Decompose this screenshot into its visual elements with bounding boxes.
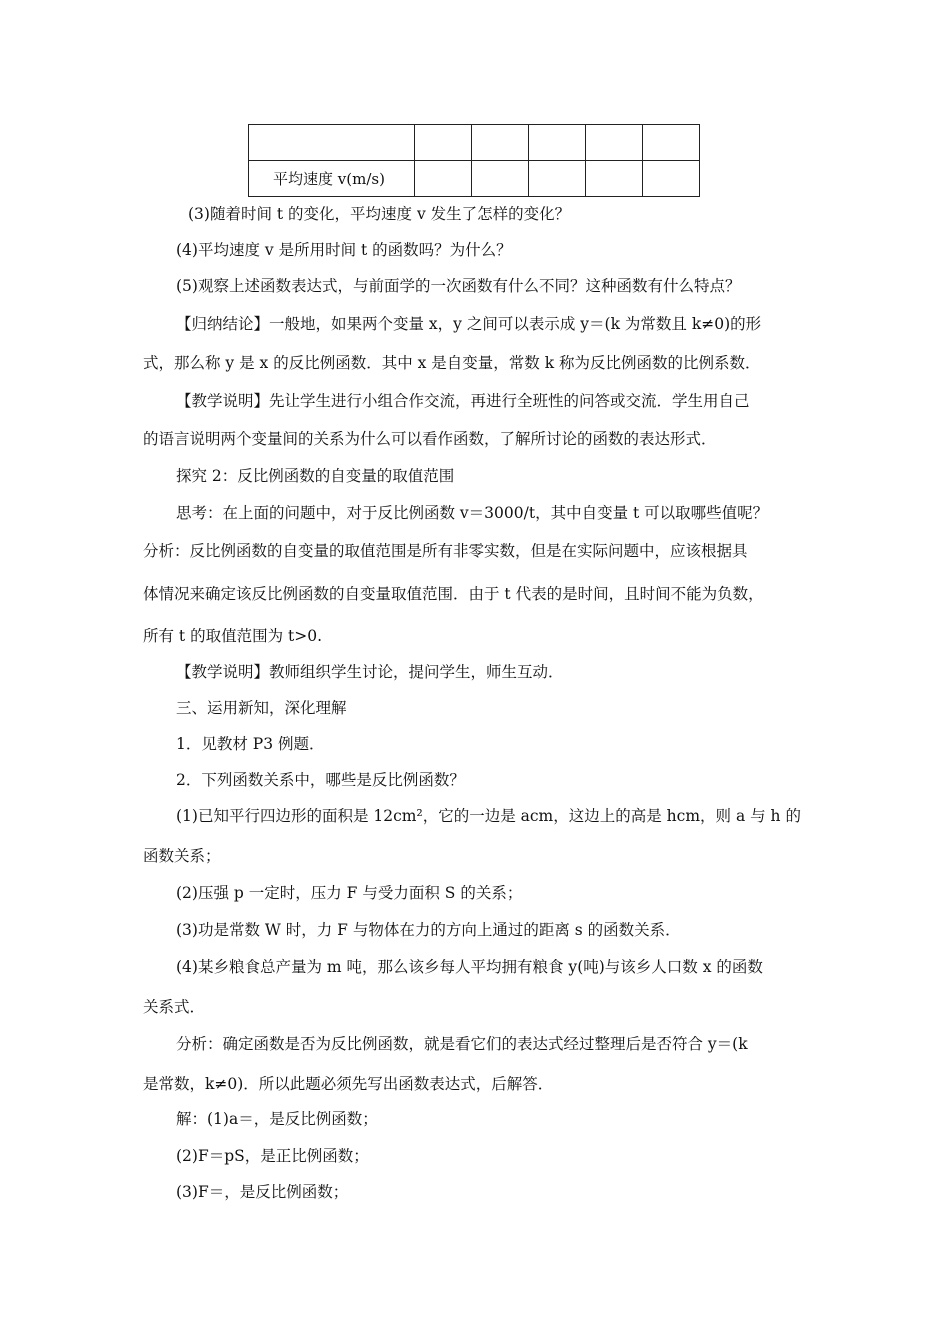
speed-table: [248, 124, 700, 197]
text-line: (3)随着时间 t 的变化，平均速度 v 发生了怎样的变化？: [188, 205, 571, 223]
text-line: 的语言说明两个变量间的关系为什么可以看作函数，了解所讨论的函数的表达形式．: [143, 430, 717, 448]
text-line: (3)F＝，是反比例函数；: [176, 1183, 349, 1201]
text-line: (4)某乡粮食总产量为 m 吨，那么该乡每人平均拥有粮食 y(吨)与该乡人口数 x 的函数: [176, 958, 763, 976]
text-line: 【教学说明】教师组织学生讨论，提问学生，师生互动．: [176, 663, 564, 681]
text-line: 是常数，k≠0)．所以此题必须先写出函数表达式，后解答．: [143, 1075, 554, 1093]
text-line: (5)观察上述函数表达式，与前面学的一次函数有什么不同？这种函数有什么特点？: [176, 277, 741, 295]
text-line: 体情况来确定该反比例函数的自变量取值范围．由于 t 代表的是时间，且时间不能为负数，: [143, 585, 764, 603]
text-line: (1)已知平行四边形的面积是 12cm²，它的一边是 acm，这边上的高是 hcm，则 a 与 h 的: [176, 807, 801, 825]
text-line: 【教学说明】先让学生进行小组合作交流，再进行全班性的问答或交流．学生用自己: [176, 392, 750, 410]
table-row: [249, 125, 700, 161]
text-line: (3)功是常数 W 时，力 F 与物体在力的方向上通过的距离 s 的函数关系．: [176, 921, 681, 939]
table-row-label: 平均速度 v(m/s): [249, 161, 415, 197]
text-line: 分析：反比例函数的自变量的取值范围是所有非零实数，但是在实际问题中，应该根据具: [143, 542, 748, 560]
text-line: 式，那么称 y 是 x 的反比例函数．其中 x 是自变量，常数 k 称为反比例函数的比例系数．: [143, 354, 761, 372]
text-line: 思考：在上面的问题中，对于反比例函数 v＝3000/t，其中自变量 t 可以取哪些值呢？: [176, 504, 769, 522]
table-row: [249, 161, 700, 197]
text-line: 关系式．: [143, 998, 206, 1016]
text-line: 【归纳结论】一般地，如果两个变量 x，y 之间可以表示成 y＝(k 为常数且 k≠0)的形: [176, 315, 762, 333]
table-cell: [586, 161, 643, 197]
section-heading: 三、运用新知，深化理解: [176, 699, 347, 717]
table-cell: [472, 125, 529, 161]
table-cell: [586, 125, 643, 161]
text-line: (2)压强 p 一定时，压力 F 与受力面积 S 的关系；: [176, 884, 523, 902]
text-line: 2．下列函数关系中，哪些是反比例函数？: [176, 771, 465, 789]
text-line: 解：(1)a＝，是反比例函数；: [176, 1110, 378, 1128]
text-line: 所有 t 的取值范围为 t>0.: [143, 627, 323, 645]
text-line: (2)F＝pS，是正比例函数；: [176, 1147, 369, 1165]
text-line: 函数关系；: [143, 847, 221, 865]
table-cell: [415, 125, 472, 161]
text-line: 分析：确定函数是否为反比例函数，就是看它们的表达式经过整理后是否符合 y＝(k: [176, 1035, 748, 1053]
text-line: (4)平均速度 v 是所用时间 t 的函数吗？为什么？: [176, 241, 512, 259]
table-cell: [472, 161, 529, 197]
table-cell: [529, 125, 586, 161]
table-cell: [643, 125, 700, 161]
table-cell: [415, 161, 472, 197]
table-cell: [529, 161, 586, 197]
text-line: 1．见教材 P3 例题．: [176, 735, 325, 753]
section-heading: 探究 2：反比例函数的自变量的取值范围: [176, 467, 455, 485]
table-cell: [643, 161, 700, 197]
table-cell: [249, 125, 415, 161]
